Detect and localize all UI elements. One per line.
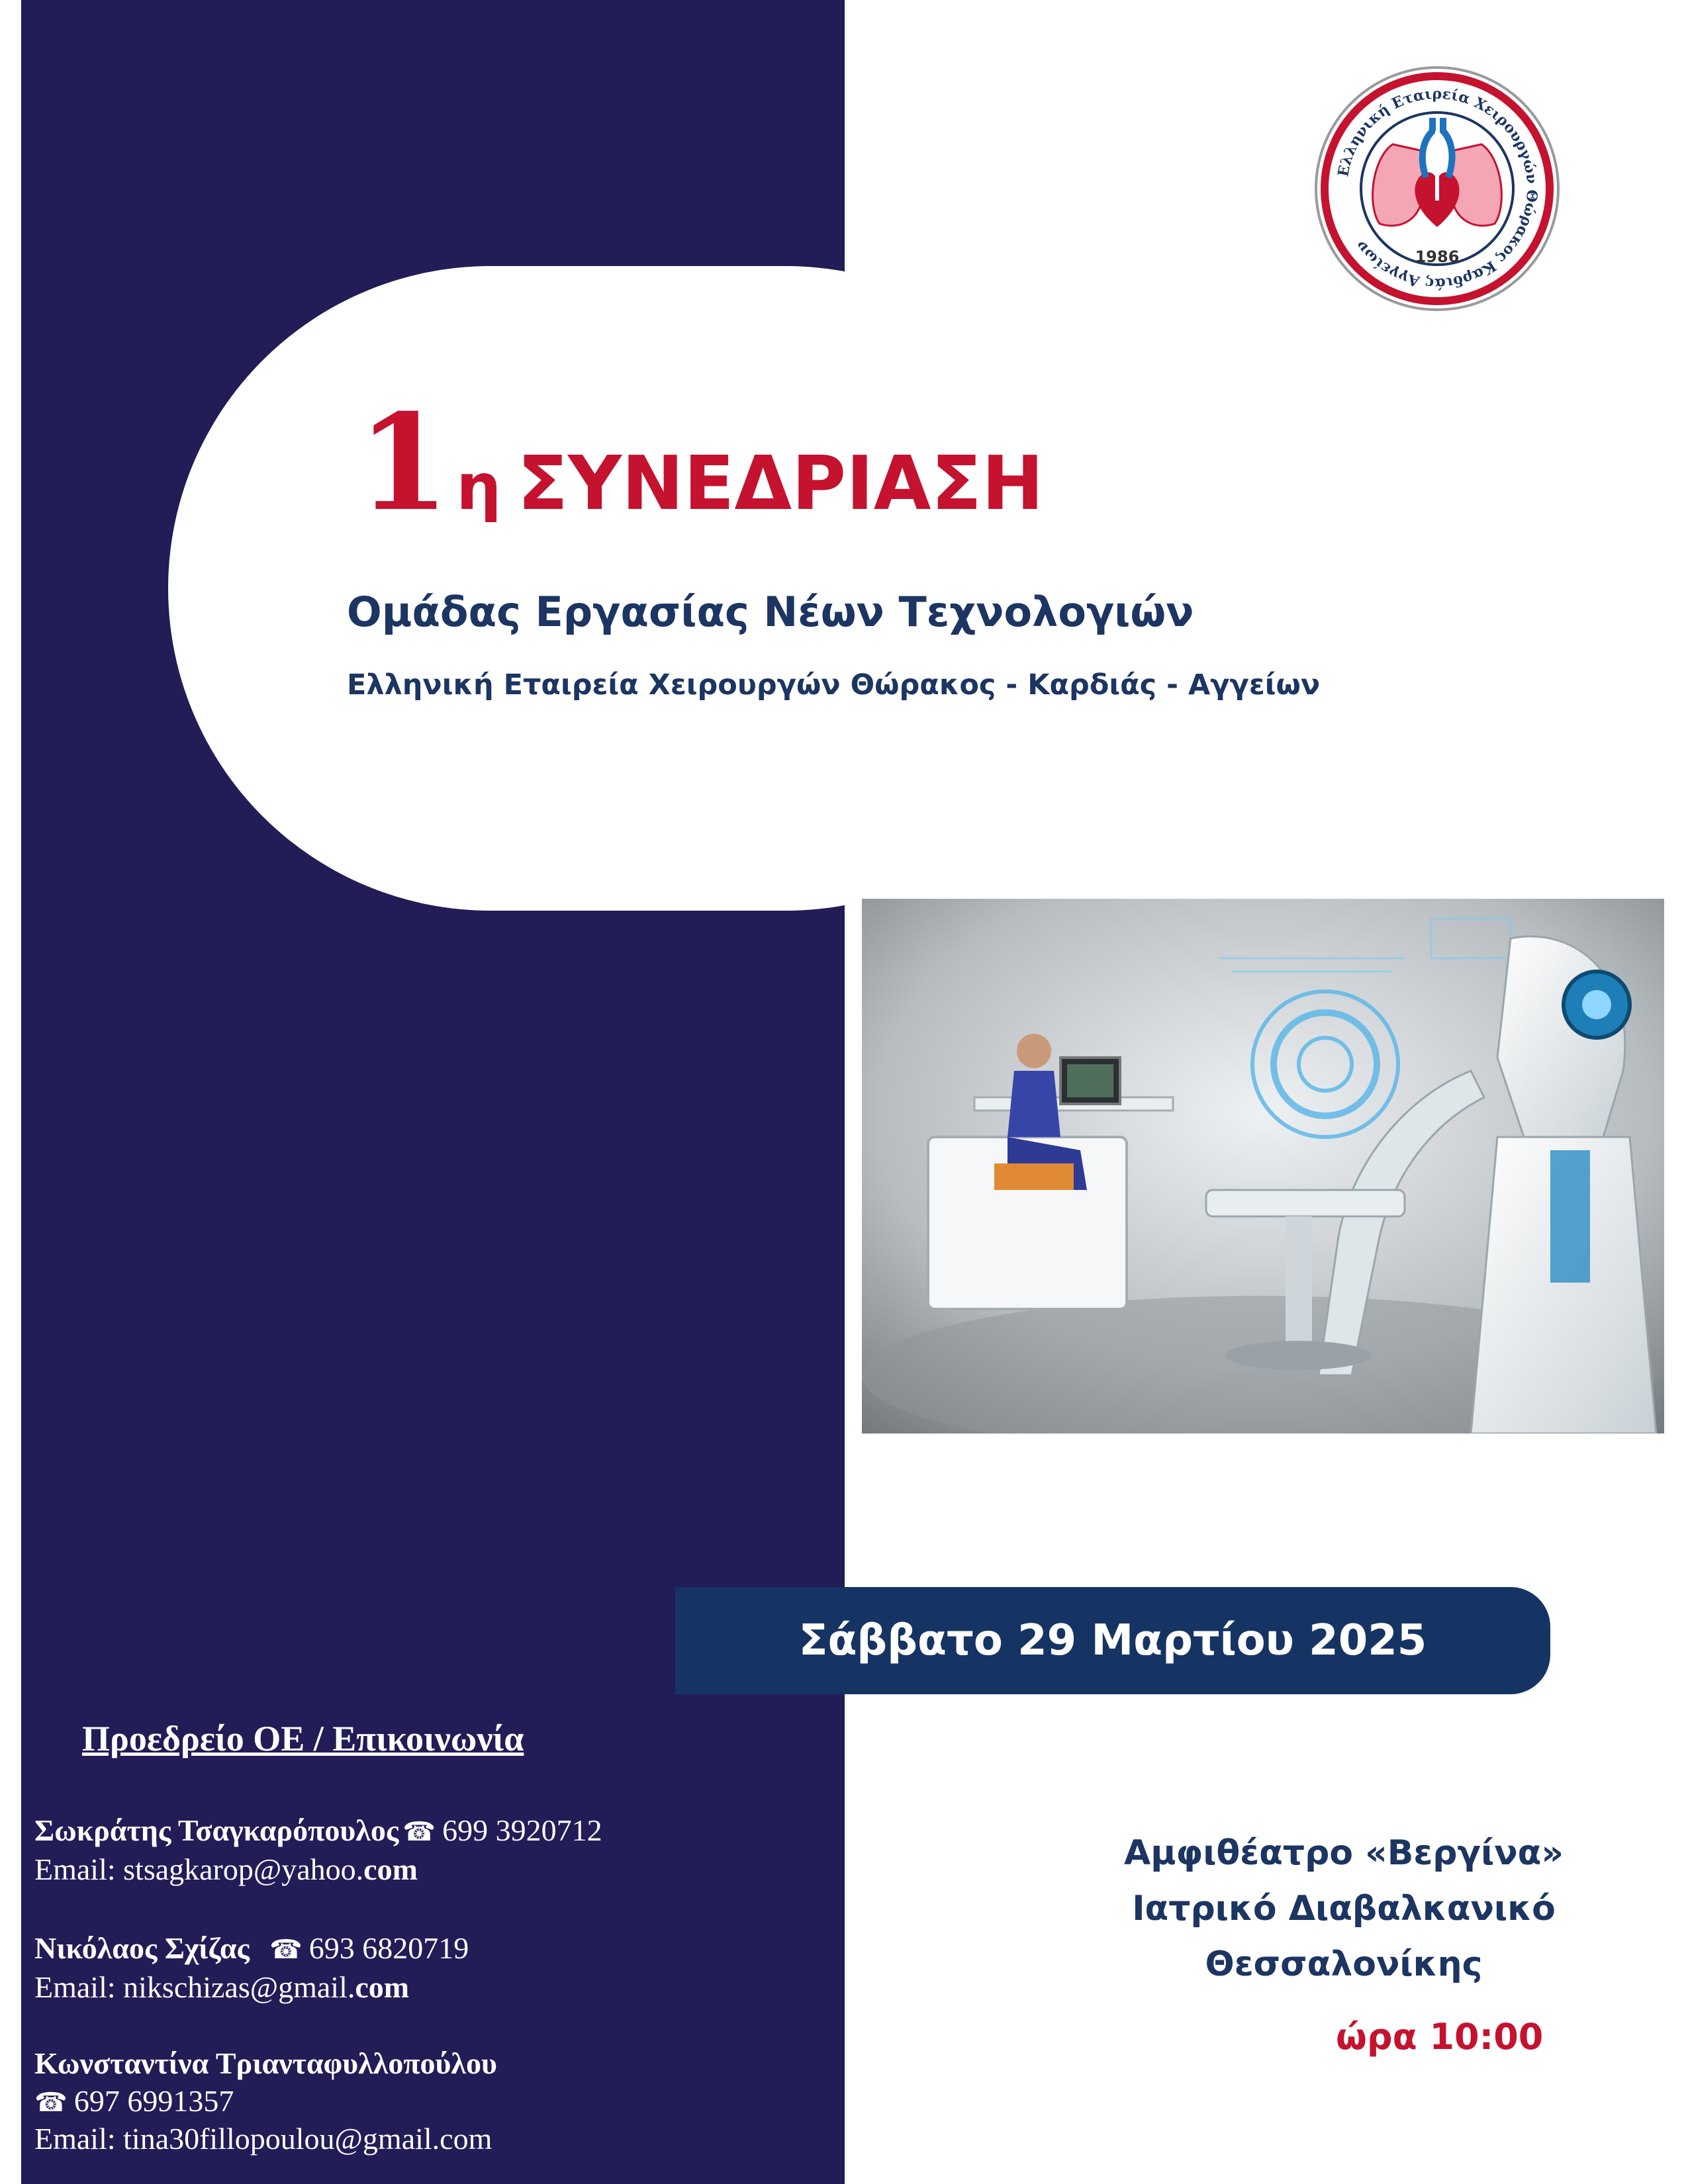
logo-ring-text: Ελληνική Εταιρεία Χειρουργών Θώρακος Καρδιάς Αγγείων	[1335, 85, 1541, 293]
contact-email-tld[interactable]: com	[363, 1852, 418, 1887]
contact-phone: 697 6991357	[73, 2084, 234, 2118]
organization-name: Ελληνική Εταιρεία Χειρουργών Θώρακος - Καρδιάς - Αγγείων	[347, 668, 1321, 702]
page-title	[357, 385, 1044, 541]
contact-2	[34, 1930, 469, 2005]
contact-name: Κωνσταντίνα Τριανταφυλλοπούλου	[34, 2046, 497, 2080]
subtitle: Ομάδας Εργασίας Νέων Τεχνολογιών	[347, 588, 1194, 636]
logo-year: 1986	[1415, 248, 1460, 266]
phone-icon: ☎	[34, 2087, 68, 2118]
venue-line-1: Αμφιθέατρο «Βεργίνα»	[1124, 1833, 1564, 1873]
contact-email[interactable]: Email: nikschizas@gmail.	[34, 1970, 355, 2005]
contact-3	[34, 2045, 497, 2158]
title-main: ΣΥΝΕΔΡΙΑΣΗ	[517, 441, 1044, 527]
contact-name: Νικόλαος Σχίζας	[34, 1931, 250, 1965]
phone-icon: ☎	[269, 1934, 303, 1965]
phone-icon: ☎	[402, 1817, 436, 1847]
contact-1	[34, 1812, 602, 1888]
contact-phone: 699 3920712	[442, 1813, 602, 1847]
contact-name: Σωκράτης Τσαγκαρόπουλος	[34, 1813, 399, 1847]
event-time: ώρα 10:00	[1336, 2016, 1544, 2058]
contact-email[interactable]: Email: stsagkarop@yahoo.	[34, 1852, 364, 1887]
contact-email[interactable]: Email: tina30fillopoulou@gmail.com	[34, 2122, 492, 2156]
venue-line-2: Ιατρικό Διαβαλκανικό	[1132, 1889, 1556, 1929]
title-number: 1	[357, 385, 450, 541]
contact-phone: 693 6820719	[308, 1931, 469, 1965]
event-date: Σάββατο 29 Μαρτίου 2025	[798, 1616, 1427, 1665]
title-ordinal: η	[456, 450, 502, 524]
contacts-heading: Προεδρείο ΟΕ / Επικοινωνία	[82, 1719, 524, 1758]
contact-email-tld[interactable]: com	[355, 1970, 410, 2005]
venue-line-3: Θεσσαλονίκης	[1205, 1944, 1483, 1984]
robotic-surgery-photo	[862, 899, 1664, 1433]
venue-block	[1053, 1825, 1635, 1992]
society-logo	[1313, 65, 1561, 312]
